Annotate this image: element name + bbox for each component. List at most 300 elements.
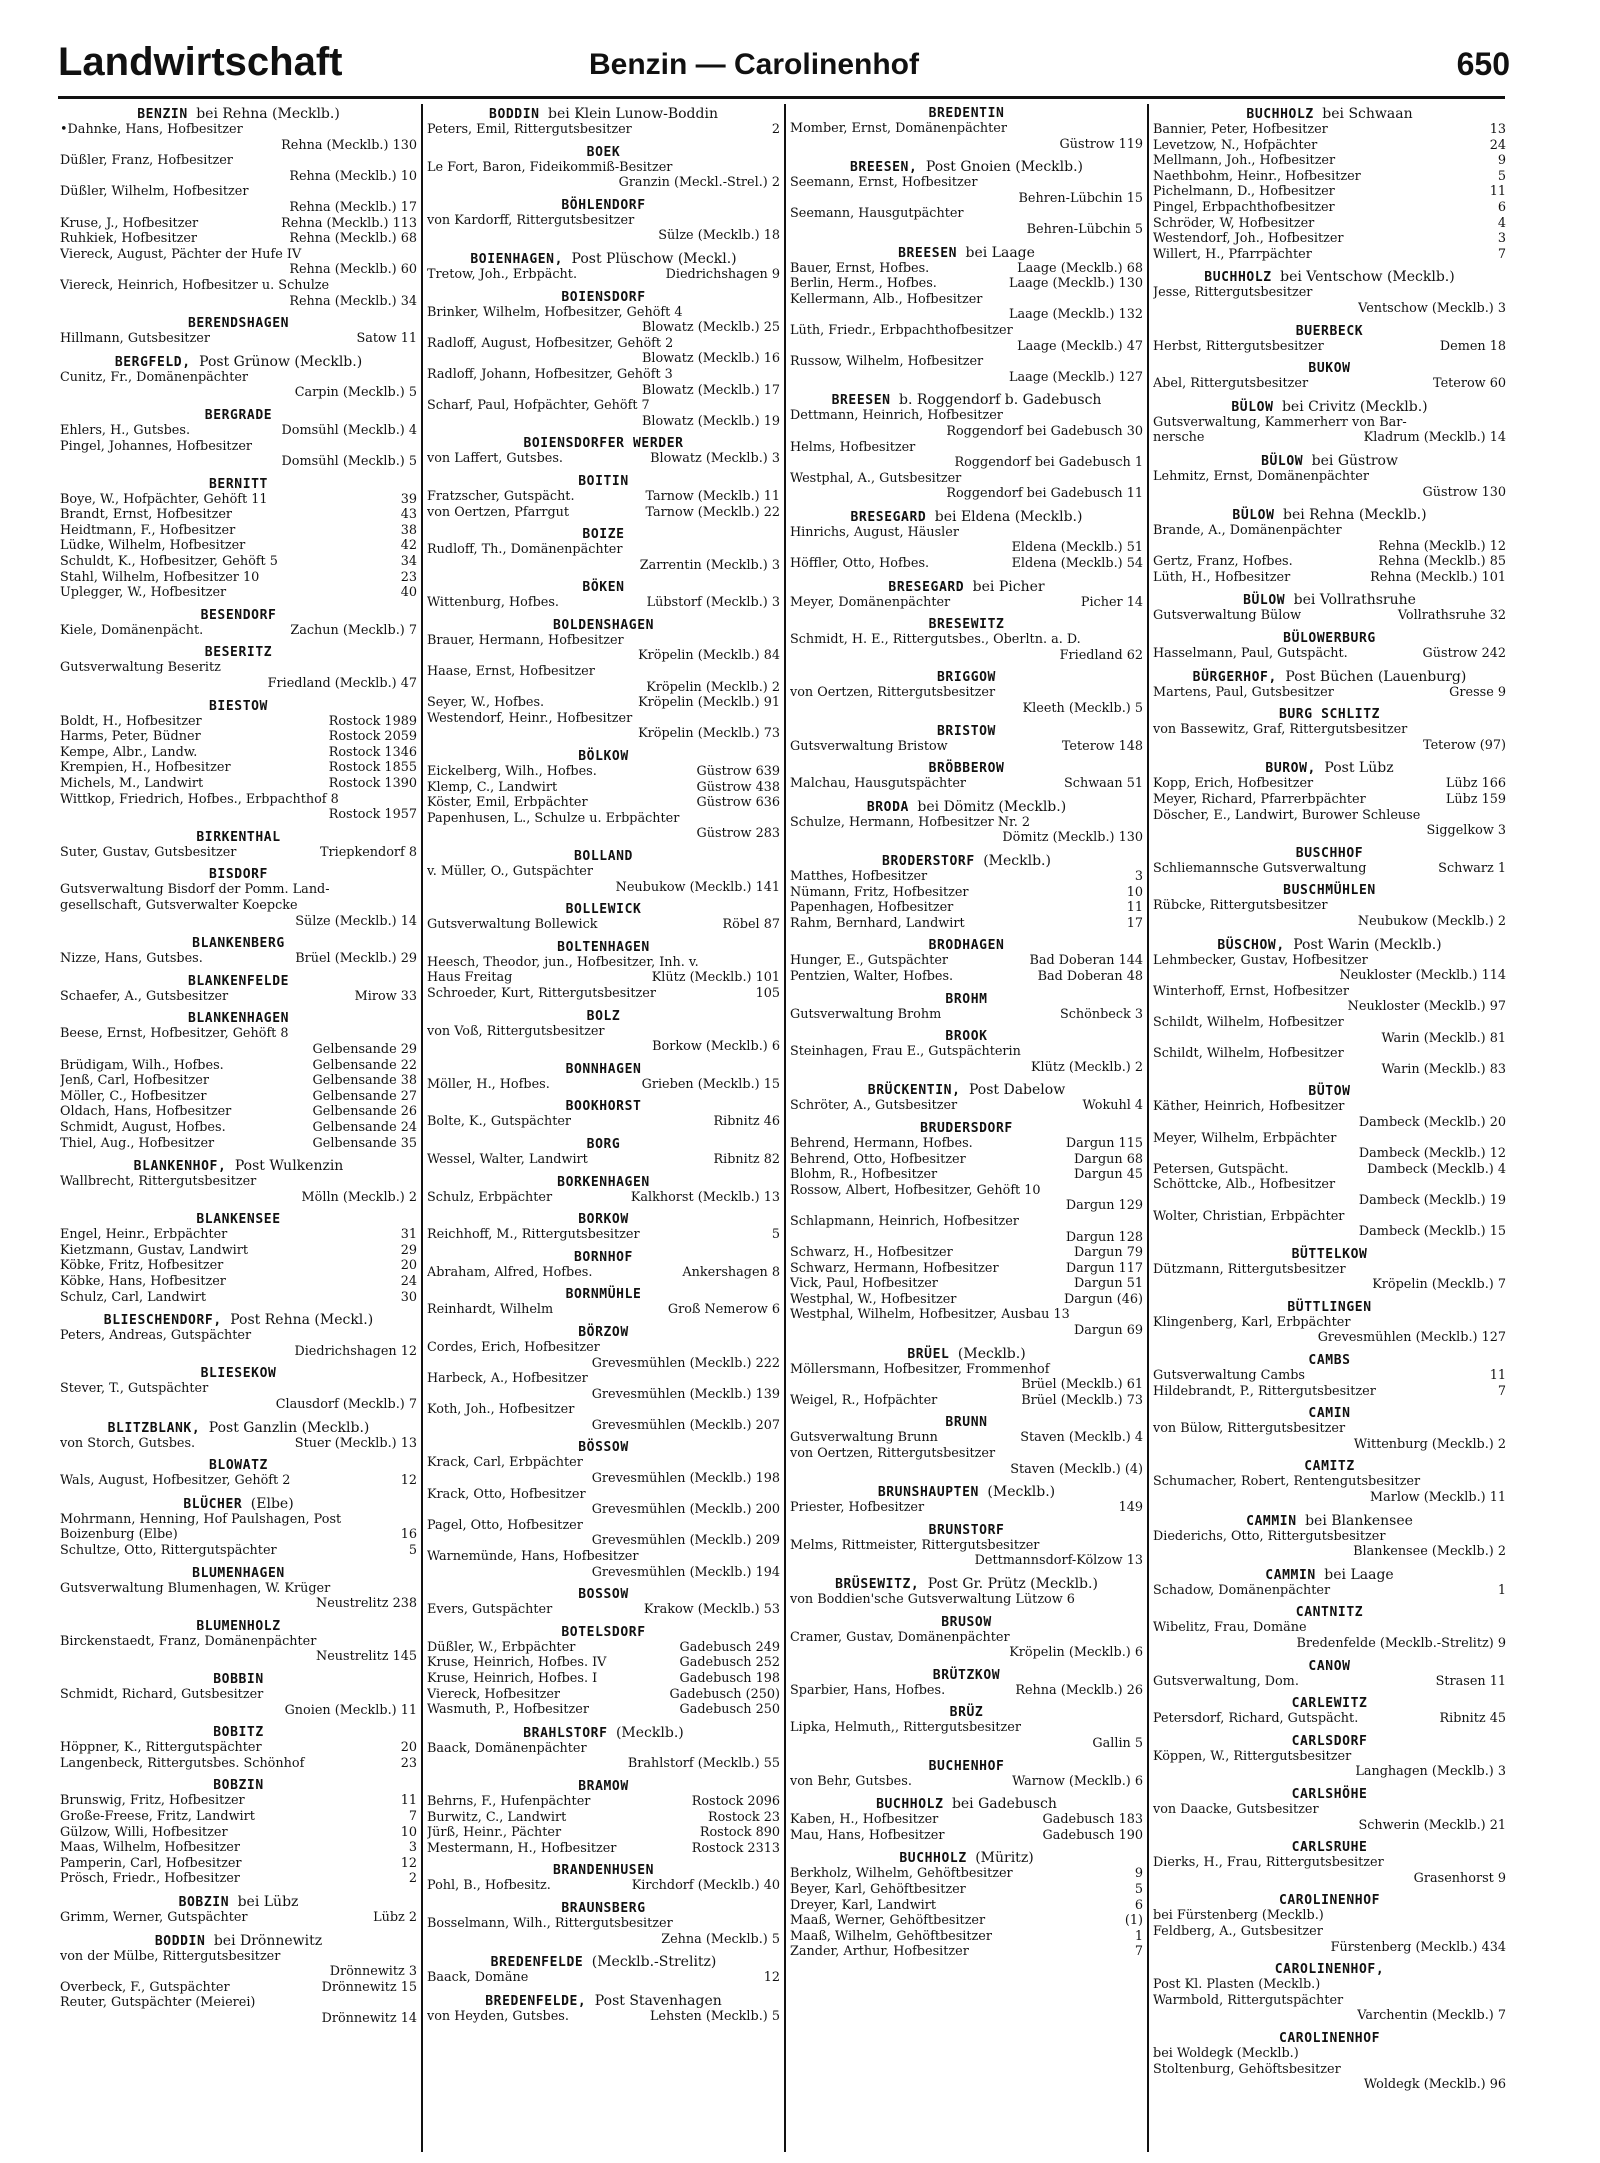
- entry-location: Warin (Mecklb.) 81: [1381, 1030, 1506, 1046]
- place-name: BUCHHOLZ: [1204, 270, 1272, 286]
- entry-location: 11: [1123, 900, 1143, 916]
- place-name: CAROLINENHOF: [1278, 1893, 1381, 1909]
- place-name: BÖLKOW: [578, 749, 629, 765]
- entry-name: Hinrichs, August, Häusler: [790, 524, 959, 540]
- entry-name: Viereck, Hofbesitzer: [427, 1686, 561, 1702]
- directory-entry: [427, 1671, 780, 1687]
- directory-entry: [790, 1538, 1143, 1569]
- entry-location: Gelbensande 27: [309, 1089, 417, 1105]
- directory-entry: [790, 1828, 1143, 1844]
- entry-name: von Voß, Rittergutsbesitzer: [427, 1023, 605, 1039]
- entry-location: 12: [397, 1856, 417, 1872]
- entry-name: Warmbold, Rittergutspächter: [1153, 1992, 1344, 2008]
- directory-entry: [427, 505, 780, 521]
- entry-name: Maaß, Wilhelm, Gehöftbesitzer: [790, 1928, 992, 1944]
- entry-location: Lübz 159: [1442, 792, 1506, 808]
- entry-name: Cunitz, Fr., Domänenpächter: [60, 369, 249, 385]
- entry-name: Stahl, Wilhelm, Hofbesitzer 10: [60, 569, 260, 585]
- entry-location: Laage (Mecklb.) 127: [1008, 369, 1143, 385]
- entry-location: Lübz 166: [1442, 776, 1506, 792]
- directory-entry: [60, 278, 417, 309]
- directory-entry: [427, 489, 780, 505]
- directory-entry: [60, 1258, 417, 1274]
- entry-location: Kleeth (Mecklb.) 5: [1022, 701, 1143, 717]
- place-name: BÜLOW: [1232, 508, 1275, 524]
- directory-entry: [427, 1655, 780, 1671]
- place-heading: [60, 1725, 417, 1740]
- place-heading: [60, 1011, 417, 1026]
- place-postal-note: Post Grünow (Mecklb.): [199, 353, 363, 370]
- place-name: BURG SCHLITZ: [1278, 707, 1381, 723]
- entry-location: Rostock 2096: [688, 1794, 780, 1810]
- entry-location: Laage (Mecklb.) 68: [1013, 261, 1143, 277]
- entry-name: Eickelberg, Wilh., Hofbes.: [427, 764, 597, 780]
- entry-name: Le Fort, Baron, Fideikommiß-Besitzer: [427, 159, 673, 175]
- entry-location: Grevesmühlen (Mecklb.) 194: [591, 1564, 780, 1580]
- place-name: BLANKENBERG: [192, 936, 285, 952]
- entry-location: 5: [768, 1227, 780, 1243]
- entry-location: Dargun 115: [1062, 1136, 1143, 1152]
- entry-name: Lüth, H., Hofbesitzer: [1153, 569, 1291, 585]
- entry-location: 7: [1494, 1384, 1506, 1400]
- entry-location: Rostock 1346: [325, 745, 417, 761]
- place-heading: [60, 1458, 417, 1473]
- place-postal-note: Post Rehna (Meckl.): [230, 1312, 374, 1329]
- entry-name: Schulze, Hermann, Hofbesitzer Nr. 2: [790, 814, 1031, 830]
- place-heading: [790, 106, 1143, 121]
- place-name: CARLEWITZ: [1291, 1696, 1368, 1712]
- directory-entry: [790, 885, 1143, 901]
- directory-entry: [790, 408, 1143, 439]
- directory-entry: [60, 1174, 417, 1205]
- entry-location: Dambeck (Mecklb.) 19: [1358, 1192, 1506, 1208]
- entry-location: Warnow (Mecklb.) 6: [1008, 1774, 1143, 1790]
- entry-location: Dargun 69: [1073, 1323, 1143, 1339]
- directory-entry: [1153, 984, 1506, 1015]
- entry-location: 105: [752, 986, 780, 1002]
- entry-name: Gutsverwaltung Blumenhagen, W. Krüger: [60, 1580, 331, 1596]
- entry-location: 1: [1494, 1583, 1506, 1599]
- entry-location: Diedrichshagen 9: [662, 267, 780, 283]
- directory-entry: [427, 1602, 780, 1618]
- directory-entry: [1153, 898, 1506, 929]
- place-name: BRÖBBEROW: [928, 761, 1005, 777]
- section-title: Landwirtschaft: [58, 40, 343, 84]
- entry-name: v. Müller, O., Gutspächter: [427, 864, 593, 879]
- place-postal-note: Post Stavenhagen: [594, 1992, 722, 2009]
- entry-name: Wolter, Christian, Erbpächter: [1153, 1208, 1345, 1224]
- entry-location: 7: [1131, 1944, 1143, 1960]
- place-heading: [427, 1779, 780, 1794]
- place-postal-note: bei Vollrathsruhe: [1293, 592, 1416, 609]
- place-name: CAMBS: [1308, 1353, 1351, 1369]
- place-name: BODDIN: [489, 107, 540, 122]
- entry-name: Rudloff, Th., Domänenpächter: [427, 542, 623, 558]
- entry-name: Wallbrecht, Rittergutsbesitzer: [60, 1174, 257, 1190]
- entry-name: Lehmitz, Ernst, Domänenpächter: [1153, 468, 1369, 484]
- entry-name: Schumacher, Robert, Rentengutsbesitzer: [1153, 1474, 1421, 1490]
- entry-location: 11: [1486, 1368, 1506, 1384]
- directory-entry: [427, 1190, 780, 1206]
- directory-entry: [790, 969, 1143, 985]
- entry-location: Mirow 33: [351, 989, 417, 1005]
- entry-location: Laage (Mecklb.) 132: [1008, 307, 1143, 323]
- directory-entry: [427, 1302, 780, 1318]
- place-name: BÜLOWERBURG: [1283, 631, 1376, 647]
- entry-location: Picher 14: [1077, 595, 1143, 611]
- directory-entry: [60, 554, 417, 570]
- entry-name: Nümann, Fritz, Hofbesitzer: [790, 884, 969, 900]
- place-name: BOIENSDORF: [561, 289, 646, 305]
- entry-name: Maaß, Werner, Gehöftbesitzer: [790, 1913, 986, 1929]
- directory-entry: [790, 1929, 1143, 1945]
- entry-name: Steinhagen, Frau E., Gutspächterin: [790, 1044, 1021, 1060]
- place-name: BRODERSTORF: [882, 854, 975, 869]
- place-name: CAROLINENHOF,: [1274, 1962, 1385, 1978]
- place-name: BRANDENHUSEN: [552, 1863, 655, 1879]
- place-postal-note: bei Rehna (Mecklb.): [1282, 507, 1427, 524]
- entry-name: Papenhusen, L., Schulze u. Erbpächter: [427, 810, 680, 826]
- entry-name: Malchau, Hausgutspächter: [790, 776, 967, 792]
- directory-entry: [1153, 1209, 1506, 1240]
- place-heading: [427, 251, 780, 267]
- directory-entry: [60, 1073, 417, 1089]
- entry-name: von Kardorff, Rittergutsbesitzer: [427, 212, 635, 228]
- place-heading: [427, 527, 780, 542]
- place-heading: [427, 1863, 780, 1878]
- directory-entry: [1153, 1993, 1506, 2024]
- entry-name: Cordes, Erich, Hofbesitzer: [427, 1339, 600, 1355]
- header-rule: [58, 96, 1505, 99]
- entry-location: Domsühl (Mecklb.) 5: [281, 454, 417, 470]
- place-name: CANOW: [1308, 1658, 1351, 1674]
- directory-entry: [60, 792, 417, 823]
- place-name: BRIGGOW: [937, 670, 996, 686]
- entry-name: Zander, Arthur, Hofbesitzer: [790, 1944, 969, 1960]
- place-postal-note: bei Drönnewitz: [213, 1932, 323, 1949]
- directory-columns: [58, 104, 1510, 2152]
- place-heading: [427, 1587, 780, 1602]
- place-heading: [427, 580, 780, 595]
- directory-entry: [427, 780, 780, 796]
- entry-name: Viereck, August, Pächter der Hufe IV: [60, 246, 302, 262]
- entry-location: Tarnow (Mecklb.) 22: [641, 505, 780, 521]
- directory-entry: [1153, 430, 1506, 446]
- entry-name: von Heyden, Gutsbes.: [427, 2008, 569, 2024]
- entry-location: Gelbensande 35: [309, 1136, 417, 1152]
- place-postal-note: Post Gr. Prütz (Mecklb.): [927, 1576, 1098, 1592]
- place-heading: [60, 1933, 417, 1949]
- entry-name: Hunger, E., Gutspächter: [790, 953, 949, 969]
- place-heading: [1153, 937, 1506, 953]
- directory-entry: [1153, 554, 1506, 570]
- entry-location: Gadebusch 250: [675, 1702, 780, 1718]
- place-name: BRODHAGEN: [928, 938, 1005, 954]
- place-name: BESERITZ: [204, 645, 273, 661]
- directory-entry: [1153, 1620, 1506, 1651]
- entry-name: Radloff, Johann, Hofbesitzer, Gehöft 3: [427, 366, 673, 382]
- entry-name: Kruse, Heinrich, Hofbes. IV: [427, 1655, 607, 1671]
- place-postal-note: (Mecklb.): [615, 1724, 684, 1741]
- place-name: CAMMIN: [1265, 1567, 1316, 1583]
- directory-entry: [1153, 153, 1506, 169]
- entry-location: 38: [397, 523, 417, 539]
- place-heading: [427, 198, 780, 213]
- entry-name: Thiel, Aug., Hofbesitzer: [60, 1135, 215, 1151]
- place-name: BERENDSHAGEN: [187, 316, 290, 332]
- entry-location: 3: [1131, 869, 1143, 885]
- directory-entry: [427, 1825, 780, 1841]
- directory-entry: [790, 595, 1143, 611]
- entry-name: Krempien, H., Hofbesitzer: [60, 760, 231, 776]
- entry-location: Langhagen (Mecklb.) 3: [1355, 1764, 1506, 1780]
- directory-entry: [60, 585, 417, 601]
- entry-location: Zarrentin (Mecklb.) 3: [639, 557, 780, 573]
- directory-entry: [60, 898, 417, 929]
- entry-name: Krack, Carl, Erbpächter: [427, 1455, 583, 1471]
- entry-name: Köbke, Hans, Hofbesitzer: [60, 1274, 226, 1290]
- directory-entry: [427, 1455, 780, 1486]
- entry-name: Schadow, Domänenpächter: [1153, 1582, 1331, 1598]
- entry-location: Gelbensande 29: [312, 1041, 417, 1057]
- entry-name: Scharf, Paul, Hofpächter, Gehöft 7: [427, 398, 650, 414]
- directory-entry: [427, 1687, 780, 1703]
- entry-location: Güstrow 639: [693, 764, 780, 780]
- entry-name: Rahm, Bernhard, Landwirt: [790, 915, 965, 931]
- entry-name: Rossow, Albert, Hofbesitzer, Gehöft 10: [790, 1182, 1041, 1198]
- place-name: BUCHHOLZ: [876, 1797, 944, 1813]
- directory-entry: [790, 323, 1143, 354]
- entry-name: von Behr, Gutsbes.: [790, 1773, 912, 1789]
- entry-location: Blowatz (Mecklb.) 25: [641, 320, 780, 336]
- place-name: BÜTTLINGEN: [1287, 1299, 1372, 1315]
- entry-name: Gülzow, Willi, Hofbesitzer: [60, 1824, 228, 1840]
- entry-location: Ribnitz 82: [710, 1152, 781, 1168]
- entry-location: Ventschow (Mecklb.) 3: [1358, 300, 1506, 316]
- entry-name: Wittenburg, Hofbes.: [427, 595, 559, 611]
- place-name: BLANKENHOF,: [133, 1159, 227, 1175]
- directory-entry: [60, 370, 417, 401]
- directory-entry: [1153, 1674, 1506, 1690]
- directory-entry: [790, 1152, 1143, 1168]
- place-name: BRÜTZKOW: [932, 1667, 1001, 1683]
- entry-name: Schildt, Wilhelm, Hofbesitzer: [1153, 1014, 1344, 1030]
- entry-name: Schröder, W, Hofbesitzer: [1153, 215, 1315, 231]
- directory-entry: [427, 1114, 780, 1130]
- place-heading: [427, 618, 780, 633]
- directory-entry: [1153, 1583, 1506, 1599]
- directory-entry: [1153, 1131, 1506, 1162]
- directory-entry: [790, 1944, 1143, 1960]
- range-title: Benzin — Carolinenhof: [589, 48, 919, 81]
- entry-location: 34: [397, 554, 417, 570]
- directory-entry: [1153, 1529, 1506, 1560]
- entry-name: Gutsverwaltung Brunn: [790, 1430, 938, 1446]
- entry-name: Lipka, Helmuth,, Rittergutsbesitzer: [790, 1720, 1021, 1736]
- place-postal-note: bei Schwaan: [1322, 106, 1413, 122]
- entry-name: •Dahnke, Hans, Hofbesitzer: [60, 122, 243, 137]
- entry-name: Möllersmann, Hofbesitzer, Frommenhof: [790, 1361, 1050, 1377]
- entry-name: bei Fürstenberg (Mecklb.): [1153, 1908, 1324, 1924]
- entry-location: Ankershagen 8: [678, 1265, 780, 1281]
- directory-entry: [60, 1581, 417, 1612]
- place-name: BRISTOW: [937, 723, 996, 739]
- entry-location: Dambeck (Mecklb.) 4: [1363, 1162, 1506, 1178]
- place-name: BUROW,: [1265, 761, 1316, 777]
- entry-location: Neubukow (Mecklb.) 141: [615, 879, 780, 895]
- entry-name: Fratzscher, Gutspächt.: [427, 488, 575, 504]
- directory-entry: [1153, 376, 1506, 392]
- entry-name: Harbeck, A., Hofbesitzer: [427, 1371, 588, 1387]
- column-4: [1147, 104, 1510, 2152]
- place-name: BOBBIN: [213, 1671, 264, 1687]
- entry-location: 2: [768, 122, 780, 138]
- entry-name: Pentzien, Walter, Hofbes.: [790, 968, 954, 984]
- entry-location: Grevesmühlen (Mecklb.) 200: [591, 1502, 780, 1518]
- entry-name: Boye, W., Hofpächter, Gehöft 11: [60, 491, 268, 507]
- entry-name: Seemann, Hausgutpächter: [790, 206, 964, 222]
- place-heading: [60, 1312, 417, 1328]
- entry-location: 2: [405, 1871, 417, 1887]
- directory-entry: [790, 1393, 1143, 1409]
- entry-location: 16: [397, 1527, 417, 1543]
- entry-location: 3: [405, 1840, 417, 1856]
- entry-location: Kirchdorf (Mecklb.) 40: [628, 1878, 780, 1894]
- place-name: BIRKENTHAL: [196, 829, 281, 845]
- directory-entry: [427, 2009, 780, 2025]
- entry-name: Schulz, Carl, Landwirt: [60, 1289, 207, 1305]
- place-heading: [1153, 883, 1506, 898]
- directory-entry: [427, 336, 780, 367]
- directory-entry: [427, 970, 780, 986]
- directory-entry: [1153, 1749, 1506, 1780]
- entry-name: Beyer, Karl, Gehöftbesitzer: [790, 1881, 966, 1897]
- entry-location: Grevesmühlen (Mecklb.) 139: [591, 1386, 780, 1402]
- entry-name: Wasmuth, P., Hofbesitzer: [427, 1702, 589, 1718]
- directory-entry: [790, 869, 1143, 885]
- place-name: BOSSOW: [578, 1587, 629, 1603]
- entry-name: Brunswig, Fritz, Hofbesitzer: [60, 1793, 245, 1809]
- entry-name: Schaefer, A., Gutsbesitzer: [60, 988, 229, 1004]
- entry-location: Kröpelin (Mecklb.) 2: [646, 679, 780, 695]
- directory-entry: [790, 1362, 1143, 1393]
- entry-name: von Daacke, Gutsbesitzer: [1153, 1801, 1319, 1817]
- place-heading: [790, 1705, 1143, 1720]
- place-postal-note: b. Roggendorf b. Gadebusch: [899, 392, 1102, 409]
- directory-entry: [790, 1007, 1143, 1023]
- place-postal-note: bei Ventschow (Mecklb.): [1280, 269, 1455, 286]
- directory-entry: [790, 916, 1143, 932]
- directory-entry: [60, 1527, 417, 1543]
- entry-location: Gadebusch 249: [675, 1640, 780, 1656]
- directory-entry: [1153, 2046, 1506, 2062]
- directory-entry: [427, 711, 780, 742]
- entry-name: Abraham, Alfred, Hofbes.: [427, 1264, 593, 1280]
- entry-name: Brüdigam, Wilh., Hofbes.: [60, 1057, 224, 1073]
- entry-location: Wittenburg (Mecklb.) 2: [1353, 1436, 1506, 1452]
- place-name: BORNHOF: [574, 1249, 633, 1265]
- directory-entry: [60, 1871, 417, 1887]
- place-heading: [60, 1566, 417, 1581]
- entry-location: Rostock 1957: [328, 807, 417, 823]
- entry-location: Dargun 79: [1070, 1245, 1143, 1261]
- directory-entry: [790, 900, 1143, 916]
- entry-name: Herbst, Rittergutsbesitzer: [1153, 338, 1324, 354]
- entry-name: Grimm, Werner, Gutspächter: [60, 1909, 248, 1925]
- place-heading: [427, 1725, 780, 1741]
- place-name: CANTNITZ: [1295, 1605, 1364, 1621]
- entry-name: von Boddien'sche Gutsverwaltung Lützow 6: [790, 1592, 1075, 1607]
- directory-entry: [60, 538, 417, 554]
- entry-name: Schmidt, Richard, Gutsbesitzer: [60, 1686, 264, 1702]
- place-name: BRUNSHAUPTEN: [877, 1485, 979, 1501]
- place-postal-note: (Mecklb.): [957, 1345, 1026, 1362]
- entry-location: Schönbeck 3: [1056, 1007, 1143, 1023]
- entry-name: Westphal, W., Hofbesitzer: [790, 1291, 957, 1307]
- entry-name: Reichhoff, M., Rittergutsbesitzer: [427, 1227, 640, 1243]
- place-heading: [60, 1420, 417, 1436]
- place-postal-note: bei Güstrow: [1311, 452, 1398, 469]
- place-postal-note: Post Lübz: [1324, 760, 1394, 777]
- directory-entry: [1153, 1802, 1506, 1833]
- entry-name: Bannier, Peter, Hofbesitzer: [1153, 122, 1328, 137]
- entry-location: Rehna (Mecklb.) 12: [1378, 538, 1506, 554]
- directory-entry: [790, 1307, 1143, 1338]
- entry-location: Gadebusch (250): [665, 1687, 780, 1703]
- directory-entry: [790, 440, 1143, 471]
- entry-name: Pagel, Otto, Hofbesitzer: [427, 1517, 583, 1533]
- place-name: BONNHAGEN: [565, 1061, 642, 1077]
- entry-location: Rehna (Mecklb.) 101: [1366, 570, 1506, 586]
- directory-entry: [60, 729, 417, 745]
- column-2: [421, 104, 784, 2152]
- place-heading: [60, 477, 417, 492]
- entry-location: Lübstorf (Mecklb.) 3: [643, 595, 780, 611]
- place-heading: [790, 938, 1143, 953]
- entry-name: Schultze, Otto, Rittergutspächter: [60, 1543, 277, 1558]
- directory-entry: [60, 1543, 417, 1559]
- entry-location: Grevesmühlen (Mecklb.) 127: [1317, 1330, 1506, 1346]
- entry-name: Gutsverwaltung, Kammerherr von Bar-: [1153, 414, 1407, 430]
- place-postal-note: Post Plüschow (Meckl.): [571, 250, 737, 267]
- place-heading: [60, 316, 417, 331]
- place-heading: [427, 940, 780, 955]
- entry-location: 10: [397, 1825, 417, 1841]
- place-name: BOIENSDORFER WERDER: [523, 436, 684, 452]
- place-name: BESENDORF: [200, 607, 277, 623]
- directory-entry: [427, 917, 780, 933]
- directory-entry: [1153, 1099, 1506, 1130]
- directory-entry: [790, 1812, 1143, 1828]
- entry-location: (1): [1121, 1913, 1143, 1929]
- place-name: BRAHLSTORF: [523, 1725, 608, 1741]
- place-name: BREESEN: [898, 245, 958, 261]
- entry-name: von der Mülbe, Rittergutsbesitzer: [60, 1948, 281, 1964]
- place-postal-note: bei Crivitz (Mecklb.): [1281, 398, 1428, 415]
- directory-entry: [60, 1120, 417, 1136]
- directory-entry: [427, 1916, 780, 1947]
- entry-name: Möller, C., Hofbesitzer: [60, 1088, 207, 1104]
- place-heading: [1153, 1084, 1506, 1099]
- entry-location: Dargun 51: [1070, 1276, 1143, 1292]
- place-name: BIESTOW: [209, 698, 268, 714]
- directory-entry: [60, 1089, 417, 1105]
- place-name: BREDENFELDE: [490, 1955, 584, 1971]
- entry-name: Käther, Heinrich, Hofbesitzer: [1153, 1099, 1345, 1115]
- directory-entry: [60, 423, 417, 439]
- entry-location: Sülze (Mecklb.) 18: [658, 228, 780, 244]
- place-name: BLANKENSEE: [196, 1212, 281, 1228]
